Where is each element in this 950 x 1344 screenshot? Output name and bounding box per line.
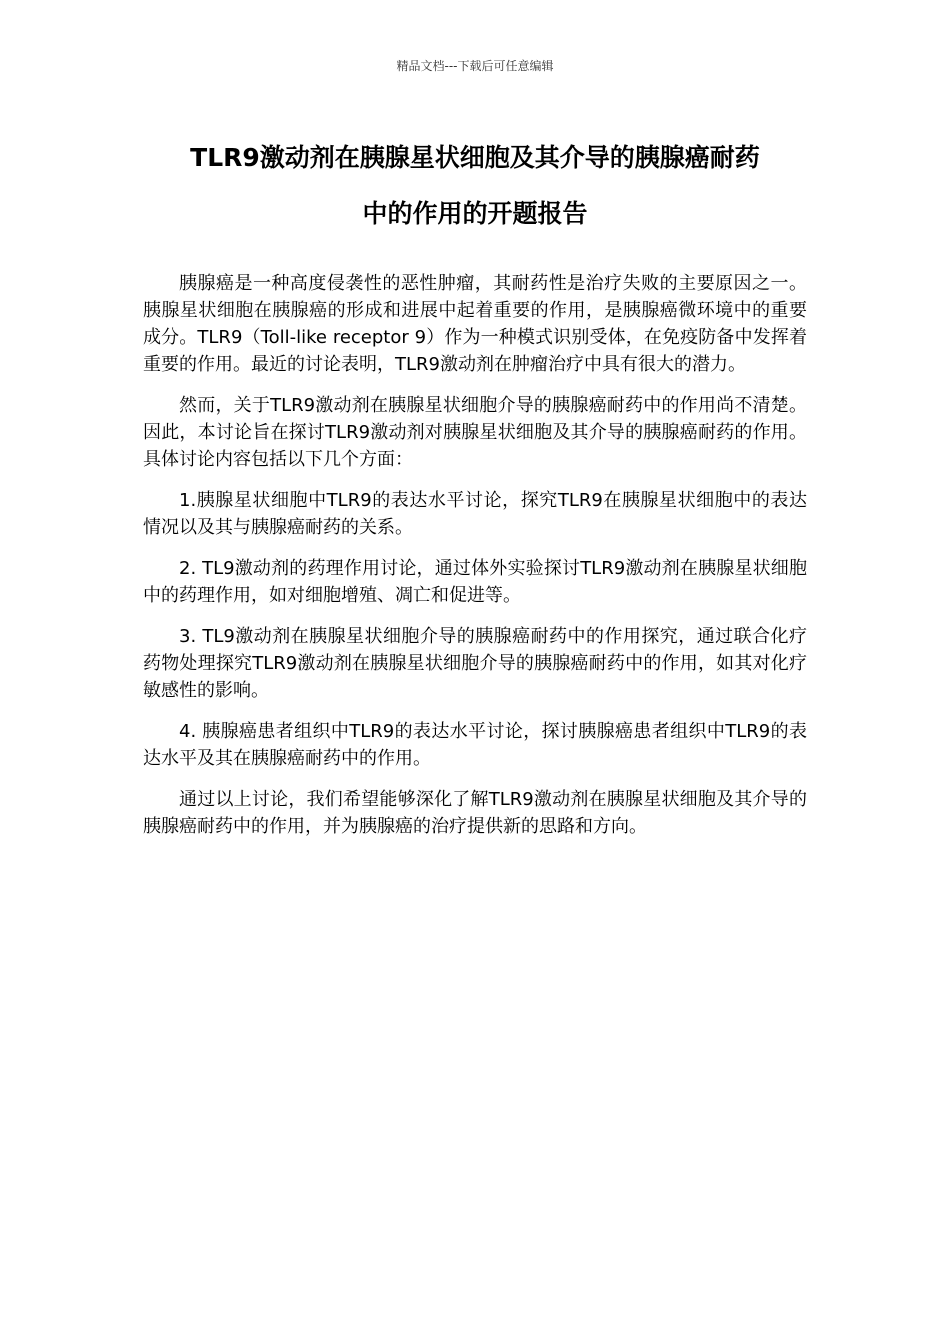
paragraph-item-3: 3. TL9激动剂在胰腺星状细胞介导的胰腺癌耐药中的作用探究，通过联合化疗药物处理探究TLR9激动剂在胰腺星状细胞介导的胰腺癌耐药中的作用，如其对化疗敏感性的影响。 xyxy=(143,626,807,701)
paragraph-conclusion: 通过以上讨论，我们希望能够深化了解TLR9激动剂在胰腺星状细胞及其介导的胰腺癌耐药中的作用，并为胰腺癌的治疗提供新的思路和方向。 xyxy=(143,789,807,837)
title-line-2: 中的作用的开题报告 xyxy=(362,199,588,228)
paragraph-item-4: 4. 胰腺癌患者组织中TLR9的表达水平讨论，探讨胰腺癌患者组织中TLR9的表达水平及其在胰腺癌耐药中的作用。 xyxy=(143,721,807,769)
document-title xyxy=(120,130,830,242)
paragraph-item-2: 2. TL9激动剂的药理作用讨论，通过体外实验探讨TLR9激动剂在胰腺星状细胞中的药理作用，如对细胞增殖、凋亡和促进等。 xyxy=(143,558,807,606)
paragraph-aims: 然而，关于TLR9激动剂在胰腺星状细胞介导的胰腺癌耐药中的作用尚不清楚。因此，本讨论旨在探讨TLR9激动剂对胰腺星状细胞及其介导的胰腺癌耐药的作用。具体讨论内容包括以下几个方面： xyxy=(143,395,807,470)
paragraph-item-1: 1.胰腺星状细胞中TLR9的表达水平讨论，探究TLR9在胰腺星状细胞中的表达情况以及其与胰腺癌耐药的关系。 xyxy=(143,490,807,538)
header-note: 精品文档---下载后可任意编辑 xyxy=(396,59,554,73)
title-line-1: TLR9激动剂在胰腺星状细胞及其介导的胰腺癌耐药 xyxy=(190,143,760,172)
paragraph-intro: 胰腺癌是一种高度侵袭性的恶性肿瘤，其耐药性是治疗失败的主要原因之一。胰腺星状细胞在胰腺癌的形成和进展中起着重要的作用，是胰腺癌微环境中的重要成分。TLR9（Toll-like receptor 9）作为一种模式识别受体，在免疫防备中发挥着重要的作用。最近的讨论表明，TLR9激动剂在肿瘤治疗中具有很大的潜力。 xyxy=(143,273,807,375)
document-body xyxy=(143,270,807,854)
